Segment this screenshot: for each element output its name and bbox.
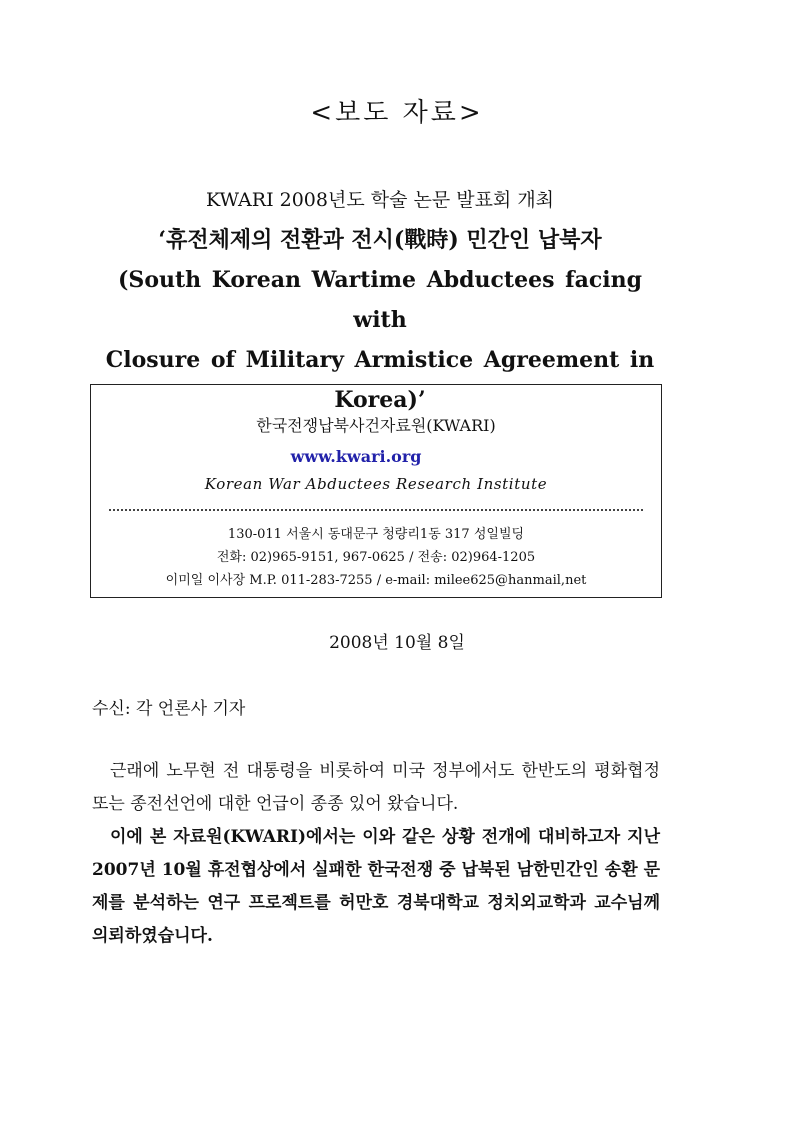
- korean-paper-title: ‘휴전체제의 전환과 전시(戰時) 민간인 납북자: [158, 227, 602, 253]
- english-title-line-1: (South Korean Wartime Abductees facing with: [118, 267, 642, 333]
- website-link-row: [91, 447, 661, 466]
- contact-line: 이미일 이사장 M.P. 011-283-7255 / e-mail: milee625@hanmail,net: [165, 573, 587, 588]
- release-date: 2008년 10월 8일: [329, 633, 465, 653]
- paragraph-1: 근래에 노무현 전 대통령을 비롯하여 미국 정부에서도 한반도의 평화협정 또는 종전선언에 대한 언급이 종종 있어 왔습니다.: [92, 761, 660, 814]
- organization-name: 한국전쟁납북사건자료원(KWARI): [256, 416, 496, 435]
- event-subtitle: KWARI 2008년도 학술 논문 발표회 개최: [205, 189, 555, 211]
- english-title-line-3: Korea)’: [334, 387, 426, 413]
- body-text: [92, 755, 660, 953]
- organization-info-box: [90, 384, 662, 598]
- english-title-line-2: Closure of Military Armistice Agreement in: [105, 347, 655, 373]
- recipient-line: 수신: 각 언론사 기자: [92, 699, 246, 719]
- organization-name-english: Korean War Abductees Research Institute: [204, 475, 548, 493]
- address-line: 130-011 서울시 동대문구 청량리1동 317 성일빌딩: [227, 527, 525, 542]
- document-title: <보도 자료>: [310, 98, 484, 128]
- phone-fax-line: 전화: 02)965-9151, 967-0625 / 전송: 02)964-1205: [216, 550, 536, 565]
- dotted-divider: [109, 509, 643, 511]
- website-link[interactable]: www.kwari.org: [290, 447, 422, 466]
- paragraph-2: 이에 본 자료원(KWARI)에서는 이와 같은 상황 전개에 대비하고자 지난 2007년 10월 휴전협상에서 실패한 한국전쟁 중 납북된 남한민간인 송환 문제를 분석하는 연구 프로젝트를 허만호 경북대학교 정치외교학과 교수님께 의뢰하였습니다.: [92, 827, 660, 946]
